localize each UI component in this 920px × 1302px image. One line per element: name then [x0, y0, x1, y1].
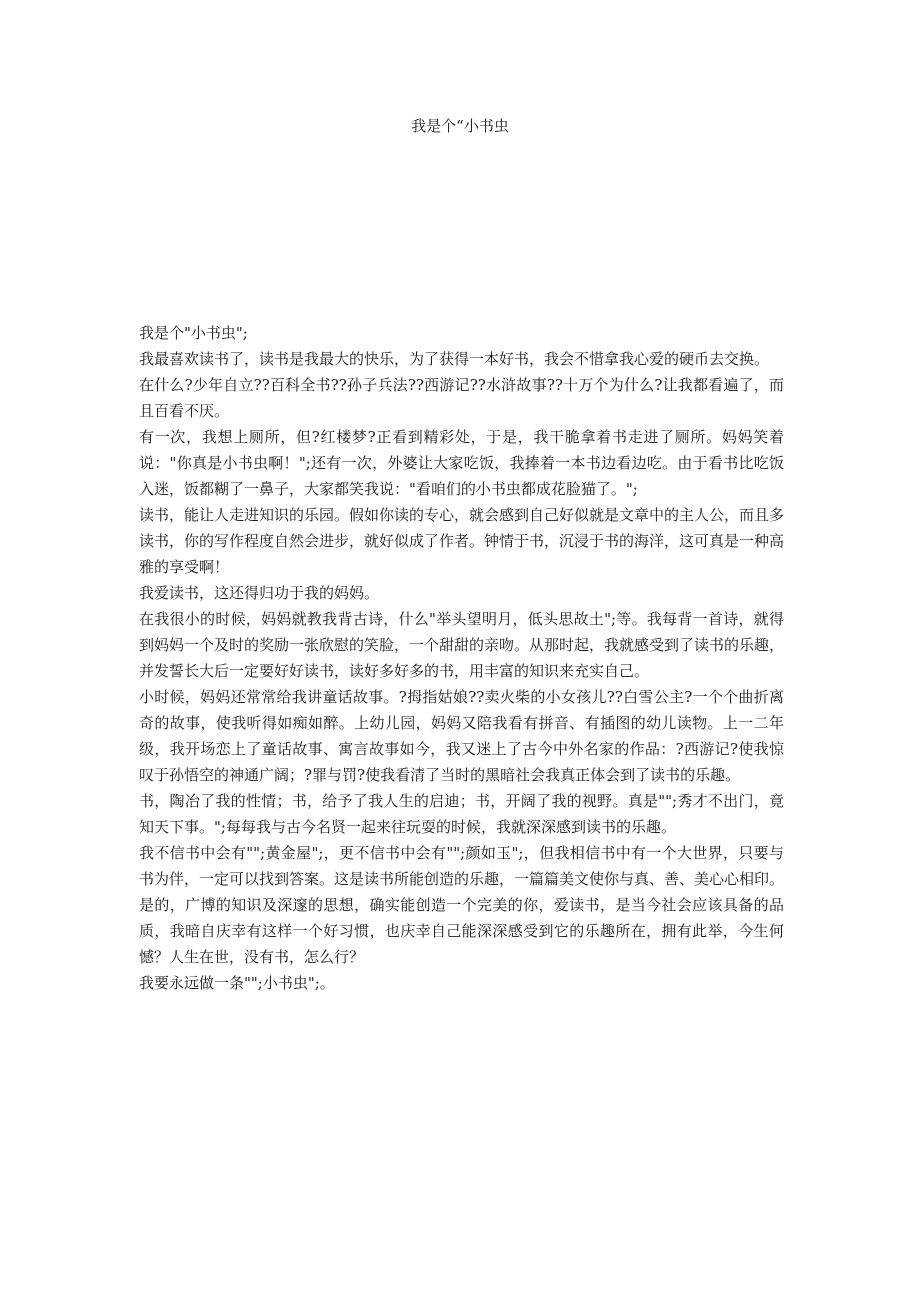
document-body — [139, 320, 784, 996]
document-title: 我是个“小书虫 — [411, 117, 509, 135]
paragraph: 我不信书中会有"";黄金屋";，更不信书中会有"";颜如玉";，但我相信书中有一个大世界，只要与书为伴，一定可以找到答案。这是读书所能创造的乐趣，一篇篇美文使你与真、善、美心心相印。是的，广博的知识及深邃的思想，确实能创造一个完美的你，爱读书，是当今社会应该具备的品质，我暗自庆幸有这样一个好习惯，也庆幸自己能深深感受到它的乐趣所在，拥有此举，今生何憾？人生在世，没有书，怎么行？ — [139, 844, 785, 966]
paragraph: 我是个"小书虫"; — [139, 324, 248, 342]
paragraph: 在我很小的时候，妈妈就教我背古诗，什么"举头望明月，低头思故土";等。我每背一首诗，就得到妈妈一个及时的奖励一张欣慰的笑脸，一个甜甜的亲吻。从那时起，我就感受到了读书的乐趣，并发誓长大后一定要好好读书，读好多好多的书，用丰富的知识来充实自己。 — [139, 610, 785, 680]
paragraph: 我最喜欢读书了，读书是我最大的快乐，为了获得一本好书，我会不惜拿我心爱的硬币去交换。 — [139, 350, 770, 368]
paragraph: 在什么?少年自立??百科全书??孙子兵法??西游记??水浒故事??十万个为什么?让我都看遍了，而且百看不厌。 — [139, 376, 784, 420]
paragraph: 有一次，我想上厕所，但?红楼梦?正看到精彩处，于是，我干脆拿着书走进了厕所。妈妈笑着说："你真是小书虫啊！";还有一次，外婆让大家吃饭，我捧着一本书边看边吃。由于看书比吃饭入迷，饭都糊了一鼻子，大家都笑我说："看咱们的小书虫都成花脸猫了。"; — [139, 428, 784, 498]
paragraph: 我要永远做一条"";小书虫";。 — [139, 974, 335, 992]
paragraph: 书，陶冶了我的性情；书，给予了我人生的启迪；书，开阔了我的视野。真是"";秀才不出门，竟知天下事。";每每我与古今名贤一起来往玩耍的时候，我就深深感到读书的乐趣。 — [139, 792, 784, 836]
paragraph: 读书，能让人走进知识的乐园。假如你读的专心，就会感到自己好似就是文章中的主人公，而且多读书，你的写作程度自然会进步，就好似成了作者。钟情于书，沉浸于书的海洋，这可真是一种高雅的享受啊！ — [139, 506, 785, 576]
paragraph: 我爱读书，这还得归功于我的妈妈。 — [139, 584, 380, 602]
paragraph: 小时候，妈妈还常常给我讲童话故事。?拇指姑娘??卖火柴的小女孩儿??白雪公主?一个个曲折离奇的故事，使我听得如痴如醉。上幼儿园，妈妈又陪我看有拼音、有插图的幼儿读物。上一二年级，我开场恋上了童话故事、寓言故事如今，我又迷上了古今中外名家的作品：?西游记?使我惊叹于孙悟空的神通广阔；?罪与罚?使我看清了当时的黑暗社会我真正体会到了读书的乐趣。 — [139, 688, 784, 784]
